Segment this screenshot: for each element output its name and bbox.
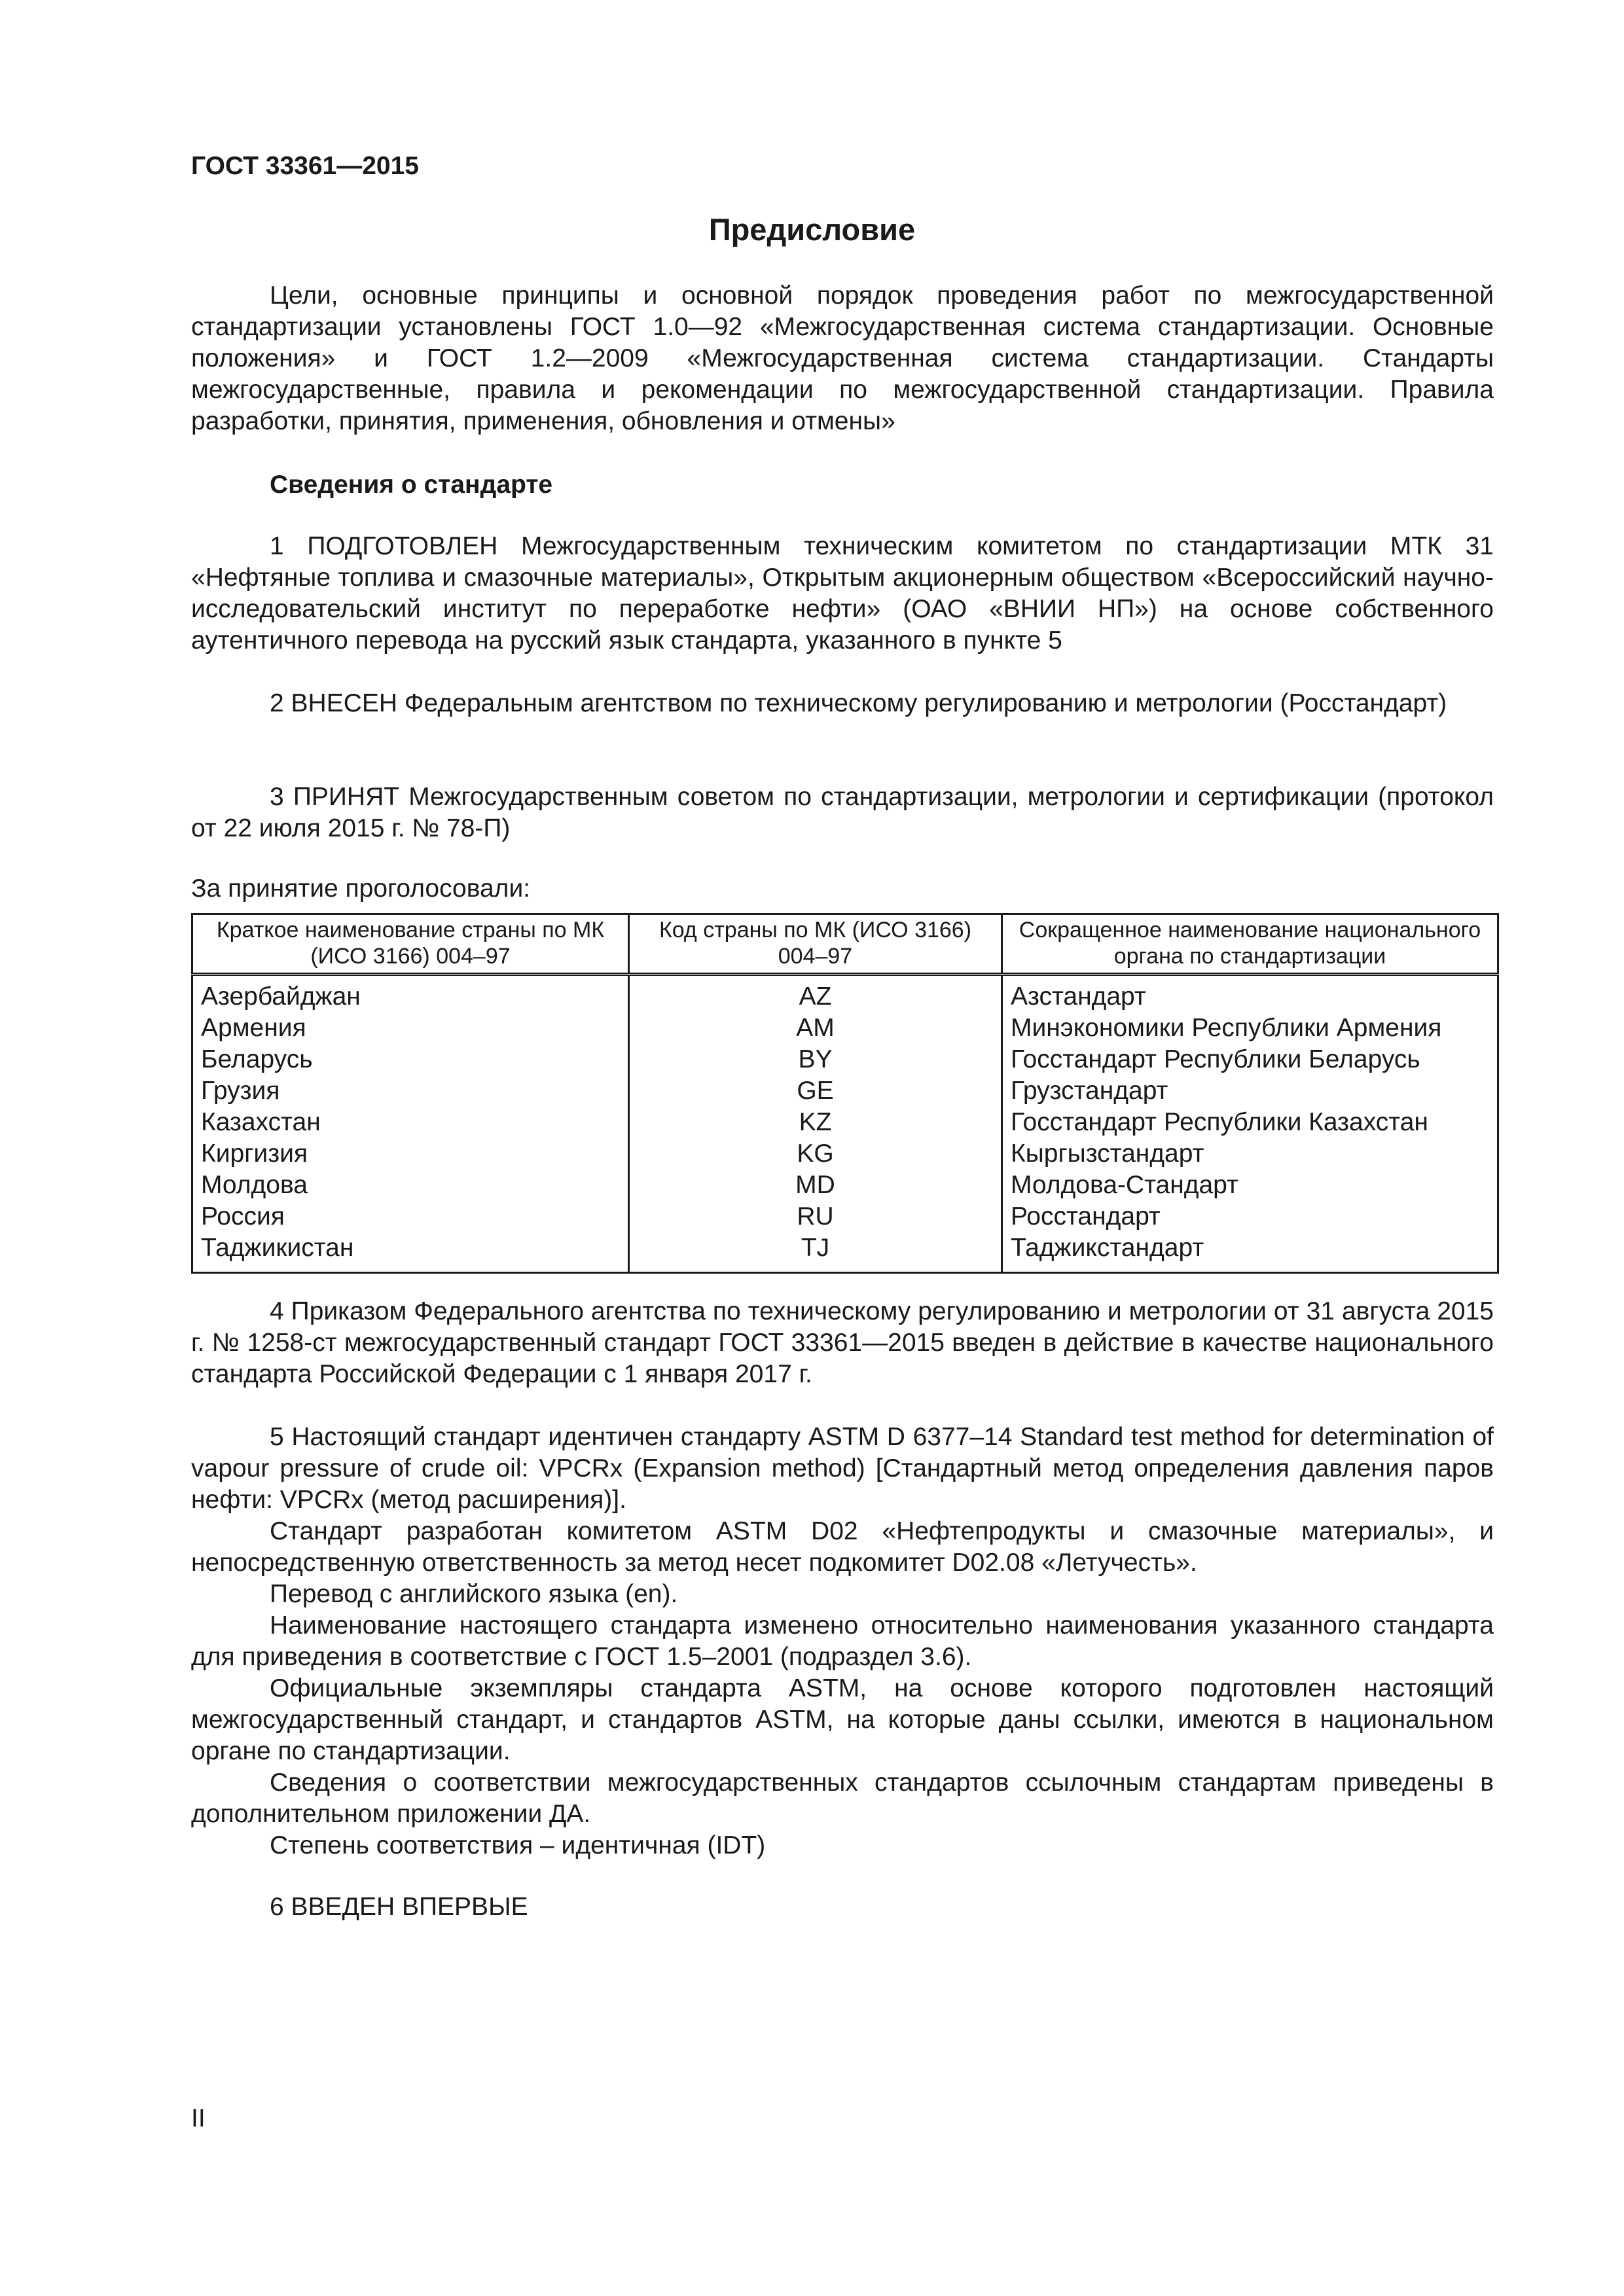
item-4-paragraph: 4 Приказом Федерального агентства по техническому регулированию и метрологии от 31 августа 2015 г. № 1258-ст межгосударственный стандарт ГОСТ 33361—2015 введен в действие в качестве национального стандарта Российской Федерации с 1 января 2017 г.: [191, 1297, 1494, 1388]
country-code: GE: [629, 1075, 1002, 1107]
national-body: Азстандарт: [1002, 975, 1498, 1013]
page-number: II: [191, 2104, 206, 2132]
national-body: Грузстандарт: [1002, 1075, 1498, 1107]
table-row: [192, 1013, 1498, 1044]
header-country-code: Код страны по МК (ИСО 3166) 004–97: [629, 914, 1002, 975]
table-row: [192, 1075, 1498, 1107]
country-name: Армения: [192, 1013, 629, 1044]
table-row: [192, 1138, 1498, 1170]
header-country-name: Краткое наименование страны по МК (ИСО 3166) 004–97: [192, 914, 629, 975]
country-name: Россия: [192, 1201, 629, 1232]
item-5-official-copies-paragraph: Официальные экземпляры стандарта ASTM, на основе которого подготовлен настоящий межгосударственный стандарт, и стандартов ASTM, на которые даны ссылки, имеются в национальном органе по стандартизации.: [191, 1674, 1494, 1765]
vote-table-header-row: [192, 914, 1498, 975]
country-name: Казахстан: [192, 1107, 629, 1138]
country-code: RU: [629, 1201, 1002, 1232]
item-1-paragraph: 1 ПОДГОТОВЛЕН Межгосударственным техническим комитетом по стандартизации МТК 31 «Нефтяные топлива и смазочные материалы», Открытым акционерным обществом «Всероссийский научно-исследовательский институт по переработке нефти» (ОАО «ВНИИ НП») на основе собственного аутентичного перевода на русский язык стандарта, указанного в пункте 5: [191, 532, 1494, 655]
table-row: [192, 1107, 1498, 1138]
national-body: Молдова-Стандарт: [1002, 1170, 1498, 1201]
document-number: ГОСТ 33361—2015: [191, 152, 419, 180]
national-body: Госстандарт Республики Казахстан: [1002, 1107, 1498, 1138]
item-2-paragraph: 2 ВНЕСЕН Федеральным агентством по техническому регулированию и метрологии (Росстандарт): [270, 689, 1447, 717]
table-row: [192, 1232, 1498, 1273]
page-title: Предисловие: [708, 212, 916, 247]
country-code: TJ: [629, 1232, 1002, 1273]
country-code: BY: [629, 1044, 1002, 1075]
national-body: Госстандарт Республики Беларусь: [1002, 1044, 1498, 1075]
item-5-committee-paragraph: Стандарт разработан комитетом ASTM D02 «Нефтепродукты и смазочные материалы», и непосредственную ответственность за метод несет подкомитет D02.08 «Летучесть».: [191, 1517, 1494, 1577]
country-name: Таджикистан: [192, 1232, 629, 1273]
header-national-body: Сокращенное наименование национального органа по стандартизации: [1002, 914, 1498, 975]
table-row: [192, 1201, 1498, 1232]
table-row: [192, 1170, 1498, 1201]
item-5-conformity-paragraph: Степень соответствия – идентичная (IDT): [270, 1831, 766, 1859]
country-code: KZ: [629, 1107, 1002, 1138]
item-3-paragraph: 3 ПРИНЯТ Межгосударственным советом по стандартизации, метрологии и сертификации (протокол от 22 июля 2015 г. № 78-П): [191, 783, 1494, 842]
table-row: [192, 1044, 1498, 1075]
item-5-paragraph: 5 Настоящий стандарт идентичен стандарту ASTM D 6377–14 Standard test method for determination of vapour pressure of crude oil: VPCRx (Expansion method) [Стандартный метод определения давления паров нефти: VPCRx (метод расширения)].: [191, 1423, 1494, 1514]
vote-table: [191, 913, 1499, 1274]
national-body: Таджикстандарт: [1002, 1232, 1498, 1273]
country-code: MD: [629, 1170, 1002, 1201]
country-name: Беларусь: [192, 1044, 629, 1075]
item-5-translation-paragraph: Перевод с английского языка (en).: [270, 1580, 678, 1608]
table-row: [192, 975, 1498, 1013]
country-code: AM: [629, 1013, 1002, 1044]
section-heading: Сведения о стандарте: [270, 471, 553, 499]
national-body: Росстандарт: [1002, 1201, 1498, 1232]
item-6-paragraph: 6 ВВЕДЕН ВПЕРВЫЕ: [270, 1893, 528, 1921]
country-code: AZ: [629, 975, 1002, 1013]
country-code: KG: [629, 1138, 1002, 1170]
vote-label: За принятие проголосовали:: [191, 874, 531, 903]
item-5-title-change-paragraph: Наименование настоящего стандарта изменено относительно наименования указанного стандарта для приведения в соответствие с ГОСТ 1.5–2001 (подраздел 3.6).: [191, 1611, 1494, 1671]
country-name: Киргизия: [192, 1138, 629, 1170]
item-5-references-paragraph: Сведения о соответствии межгосударственных стандартов ссылочным стандартам приведены в дополнительном приложении ДА.: [191, 1768, 1494, 1828]
country-name: Азербайджан: [192, 975, 629, 1013]
country-name: Молдова: [192, 1170, 629, 1201]
country-name: Грузия: [192, 1075, 629, 1107]
national-body: Минэкономики Республики Армения: [1002, 1013, 1498, 1044]
intro-paragraph: Цели, основные принципы и основной порядок проведения работ по межгосударственной стандартизации установлены ГОСТ 1.0—92 «Межгосударственная система стандартизации. Основные положения» и ГОСТ 1.2—2009 «Межгосударственная система стандартизации. Стандарты межгосударственные, правила и рекомендации по межгосударственной стандартизации. Правила разработки, принятия, применения, обновления и отмены»: [191, 281, 1494, 435]
national-body: Кыргызстандарт: [1002, 1138, 1498, 1170]
